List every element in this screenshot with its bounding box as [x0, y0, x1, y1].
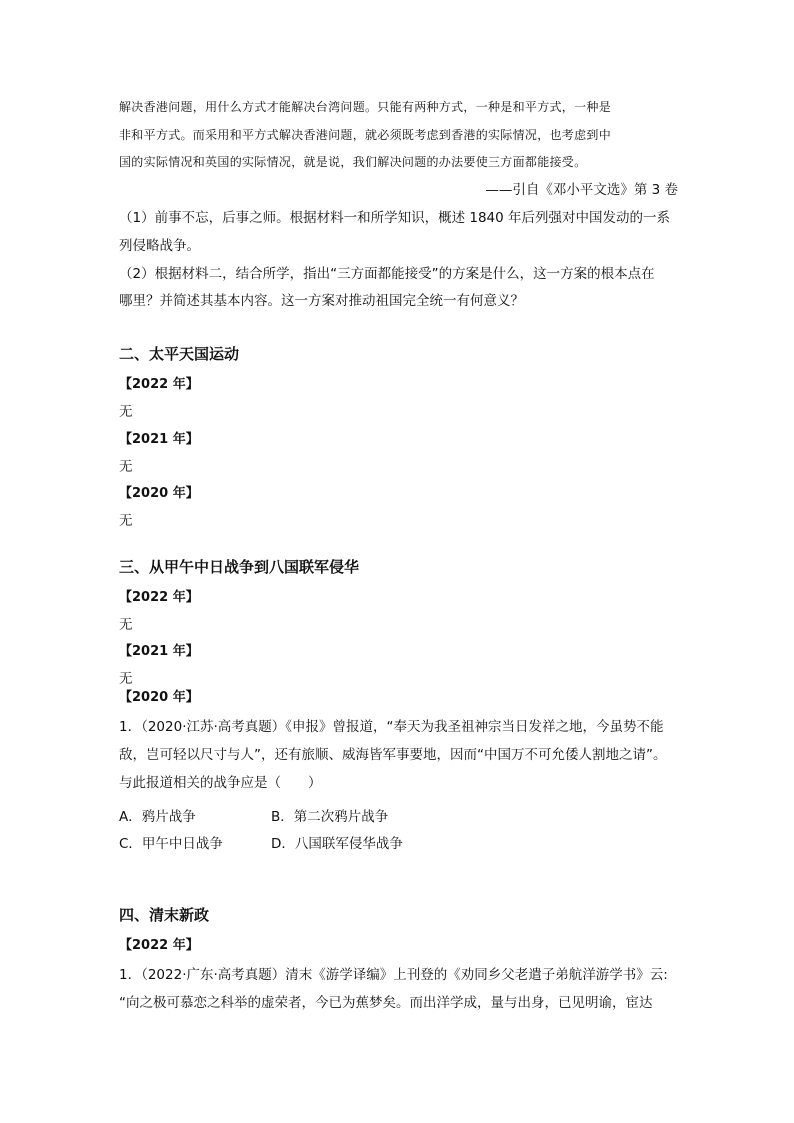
none-value: 无 — [119, 459, 133, 475]
section-heading: 三、从甲午中日战争到八国联军侵华 — [119, 558, 360, 576]
year-label: 【2021 年】 — [119, 644, 199, 659]
quote-line: 解决香港问题，用什么方式才能解决台湾问题。只能有两种方式，一种是和平方式，一种是 — [119, 100, 612, 114]
question-text: “向之极可慕恋之科举的虚荣者，今已为蕉梦矣。而出洋学成，量与出身，已见明谕，宦达 — [119, 995, 653, 1011]
none-value: 无 — [119, 671, 133, 687]
year-label: 【2022 年】 — [119, 938, 199, 953]
option-d: D．八国联军侵华战争 — [271, 836, 403, 852]
year-label: 【2022 年】 — [119, 377, 199, 392]
year-label: 【2020 年】 — [119, 486, 199, 501]
none-value: 无 — [119, 513, 133, 529]
question-text: 敌，岂可轻以尺寸与人”，还有旅顺、威海皆军事要地，因而“中国万不可允倭人割地之请”。 — [119, 747, 667, 763]
question-2-text: （2）根据材料二，结合所学，指出“三方面都能接受”的方案是什么，这一方案的根本点在 — [119, 266, 655, 282]
question-text: 1．（2020·江苏·高考真题）《申报》曾报道，“奉天为我圣祖神宗当日发祥之地，今虽势不能 — [119, 719, 664, 735]
question-1-text: 列侵略战争。 — [119, 238, 200, 254]
option-b: B．第二次鸦片战争 — [271, 809, 389, 825]
section-heading: 二、太平天国运动 — [119, 345, 240, 363]
quote-line: 非和平方式。而采用和平方式解决香港问题，就必须既考虑到香港的实际情况，也考虑到中 — [119, 128, 612, 142]
question-text: 1．（2022·广东·高考真题）清末《游学译编》上刊登的《劝同乡父老遣子弟航洋游学书》云: — [119, 967, 668, 983]
year-label: 【2021 年】 — [119, 432, 199, 447]
quote-source: ——引自《邓小平文选》第 3 卷 — [485, 182, 678, 198]
year-label: 【2022 年】 — [119, 590, 199, 605]
quote-line: 国的实际情况和英国的实际情况，就是说，我们解决问题的办法要使三方面都能接受。 — [119, 155, 587, 169]
option-a: A．鸦片战争 — [119, 809, 196, 825]
none-value: 无 — [119, 404, 133, 420]
section-heading: 四、清末新政 — [119, 906, 210, 924]
question-2-text: 哪里？并简述其基本内容。这一方案对推动祖国完全统一有何意义？ — [119, 293, 524, 309]
question-1-text: （1）前事不忘，后事之师。根据材料一和所学知识，概述 1840 年后列强对中国发动的一系 — [119, 210, 671, 226]
question-text: 与此报道相关的战争应是（ ） — [119, 775, 322, 791]
option-c: C．甲午中日战争 — [119, 836, 223, 852]
none-value: 无 — [119, 617, 133, 633]
year-label: 【2020 年】 — [119, 690, 199, 705]
